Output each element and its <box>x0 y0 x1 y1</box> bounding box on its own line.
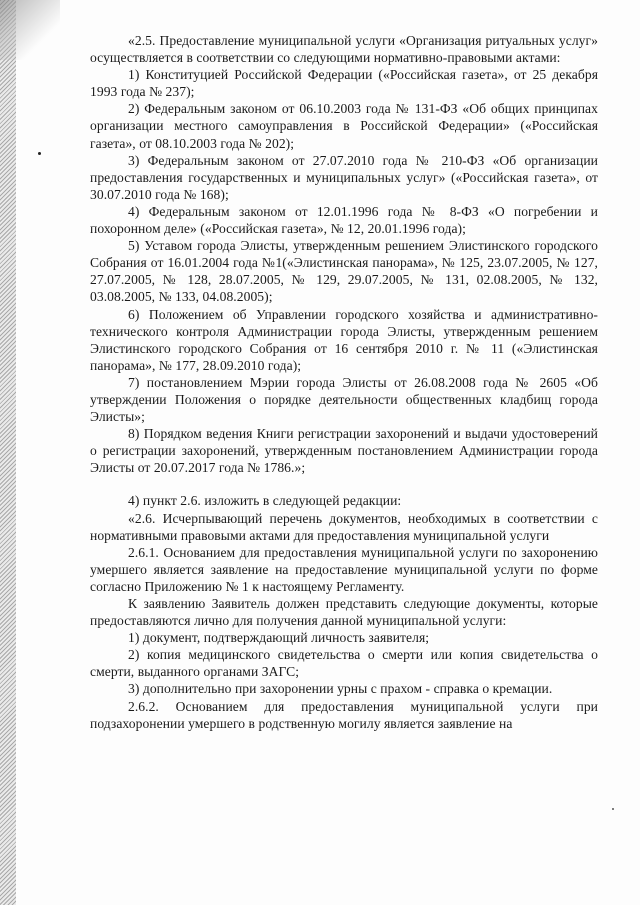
list-item-resolution-2605: 7) постановлением Мэрии города Элисты от 26.08.2008 года № 2605 «Об утверждении Положения о порядке деятельности общественных кладбищ города Элисты»; <box>90 374 598 425</box>
paragraph-gap <box>90 476 598 492</box>
scan-speck <box>612 808 614 810</box>
document-item-2: 2) копия медицинского свидетельства о смерти или копия свидетельства о смерти, выданного органами ЗАГС; <box>90 647 598 680</box>
scanner-shadow-corner <box>0 0 60 60</box>
list-item-law-131: 2) Федеральным законом от 06.10.2003 года № 131-ФЗ «Об общих принципах организации местного самоуправления в Российской Федерации» («Российская газета», от 08.10.2003 года № 202); <box>90 101 598 151</box>
scanner-shadow-edge <box>0 0 16 905</box>
list-item-charter: 5) Уставом города Элисты, утвержденным решением Элистинского городского Собрания от 16.01.2004 года №1(«Элистинская панорама», № 125, 23.07.2005, № 127, 27.07.2005, № 128, 28.07.2005, № 129, 29.07.2005, № 131, 02.08.2005, № 132, 03.08.2005, № 133, 04.08.2005); <box>90 238 598 305</box>
document-body <box>90 32 598 732</box>
list-item-law-8: 4) Федеральным законом от 12.01.1996 года № 8-ФЗ «О погребении и похоронном деле» («Российская газета», № 12, 20.01.1996 года); <box>90 203 598 237</box>
document-item-1: 1) документ, подтверждающий личность заявителя; <box>128 630 430 646</box>
documents-intro: К заявлению Заявитель должен представить следующие документы, которые предоставляются лично для получения данной муниципальной услуги: <box>90 596 598 629</box>
list-item-law-210: 3) Федеральным законом от 27.07.2010 года № 210-ФЗ «Об организации предоставления государственных и муниципальных услуг» («Российская газета», от 30.07.2010 года № 168); <box>90 152 598 202</box>
scan-speck <box>38 152 41 155</box>
document-item-3: 3) дополнительно при захоронении урны с прахом - справка о кремации. <box>128 681 553 697</box>
list-item-registry-book: 8) Порядком ведения Книги регистрации захоронений и выдачи удостоверений о регистрации захоронений, утвержденным постановлением Администрации города Элисты от 20.07.2017 года № 1786.»; <box>90 426 598 476</box>
list-item-regulation: 6) Положением об Управлении городского хозяйства и административно-технического контроля Администрации города Элисты, утвержденным решением Элистинского городского Собрания от 16 сентября 2010 г. № 11 («Элистинская панорама», № 177, 28.09.2010 года); <box>90 306 598 373</box>
paragraph-2-6-1: 2.6.1. Основанием для предоставления муниципальной услуги по захоронению умершего является заявление на предоставление муниципальной услуги по форме согласно Приложению № 1 к настоящему Регламенту. <box>90 544 598 594</box>
paragraph-2-6-heading: «2.6. Исчерпывающий перечень документов, необходимых в соответствии с нормативными правовыми актами для предоставления муниципальной услуги <box>90 510 598 543</box>
list-item-constitution: 1) Конституцией Российской Федерации («Российская газета», от 25 декабря 1993 года № 237); <box>90 67 598 100</box>
paragraph-2-6-2: 2.6.2. Основанием для предоставления муниципальной услуги при подзахоронении умершего в родственную могилу является заявление на <box>90 698 598 731</box>
amendment-point-4: 4) пункт 2.6. изложить в следующей редакции: <box>128 493 402 509</box>
paragraph-2-5-intro: «2.5. Предоставление муниципальной услуги «Организация ритуальных услуг» осуществляется в соответствии со следующими нормативно-правовыми актами: <box>90 33 598 66</box>
